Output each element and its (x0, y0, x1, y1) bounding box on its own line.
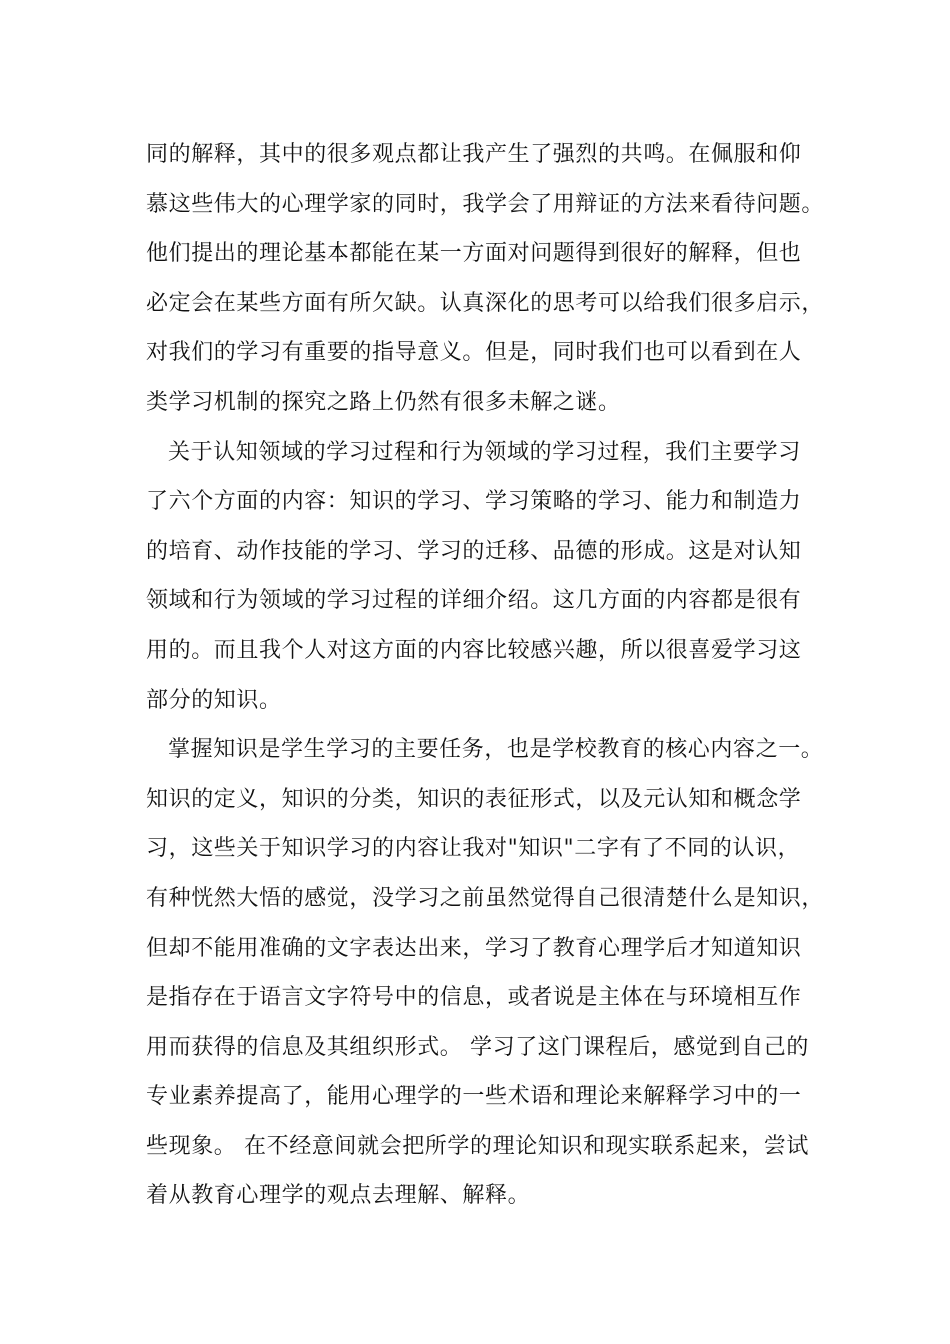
text-line: 掌握知识是学生学习的主要任务，也是学校教育的核心内容之一。 (168, 737, 824, 763)
text-line: 专业素养提高了，能用心理学的一些术语和理论来解释学习中的一 (146, 1084, 802, 1110)
text-line: 他们提出的理论基本都能在某一方面对问题得到很好的解释，但也 (146, 241, 802, 267)
text-line: 些现象。 在不经意间就会把所学的理论知识和现实联系起来，尝试 (146, 1133, 809, 1159)
text-line: 部分的知识。 (146, 687, 282, 713)
text-line: 知识的定义，知识的分类，知识的表征形式，以及元认知和概念学 (146, 786, 802, 812)
text-line: 了六个方面的内容：知识的学习、学习策略的学习、能力和制造力 (146, 489, 802, 515)
text-line: 的培育、动作技能的学习、学习的迁移、品德的形成。这是对认知 (146, 538, 802, 564)
text-line: 着从教育心理学的观点去理解、解释。 (146, 1183, 531, 1209)
paragraph-1 (146, 130, 826, 428)
text-line: 习，这些关于知识学习的内容让我对"知识"二字有了不同的认识， (146, 836, 801, 862)
text-line: 类学习机制的探究之路上仍然有很多未解之谜。 (146, 389, 621, 415)
document-body (146, 130, 826, 1221)
text-line: 慕这些伟大的心理学家的同时，我学会了用辩证的方法来看待问题。 (146, 191, 825, 217)
paragraph-2 (146, 428, 826, 726)
text-line: 用而获得的信息及其组织形式。 学习了这门课程后，感觉到自己的 (146, 1034, 809, 1060)
text-line: 但却不能用准确的文字表达出来，学习了教育心理学后才知道知识 (146, 935, 802, 961)
text-line: 有种恍然大悟的感觉，没学习之前虽然觉得自己很清楚什么是知识， (146, 885, 825, 911)
text-line: 对我们的学习有重要的指导意义。但是，同时我们也可以看到在人 (146, 340, 802, 366)
text-line: 关于认知领域的学习过程和行为领域的学习过程，我们主要学习 (168, 439, 801, 465)
text-line: 用的。而且我个人对这方面的内容比较感兴趣，所以很喜爱学习这 (146, 637, 802, 663)
text-line: 同的解释，其中的很多观点都让我产生了强烈的共鸣。在佩服和仰 (146, 142, 802, 167)
text-line: 领域和行为领域的学习过程的详细介绍。这几方面的内容都是很有 (146, 588, 802, 614)
text-line: 是指存在于语言文字符号中的信息，或者说是主体在与环境相互作 (146, 985, 802, 1011)
paragraph-3 (146, 725, 826, 1221)
text-line: 必定会在某些方面有所欠缺。认真深化的思考可以给我们很多启示， (146, 290, 825, 316)
